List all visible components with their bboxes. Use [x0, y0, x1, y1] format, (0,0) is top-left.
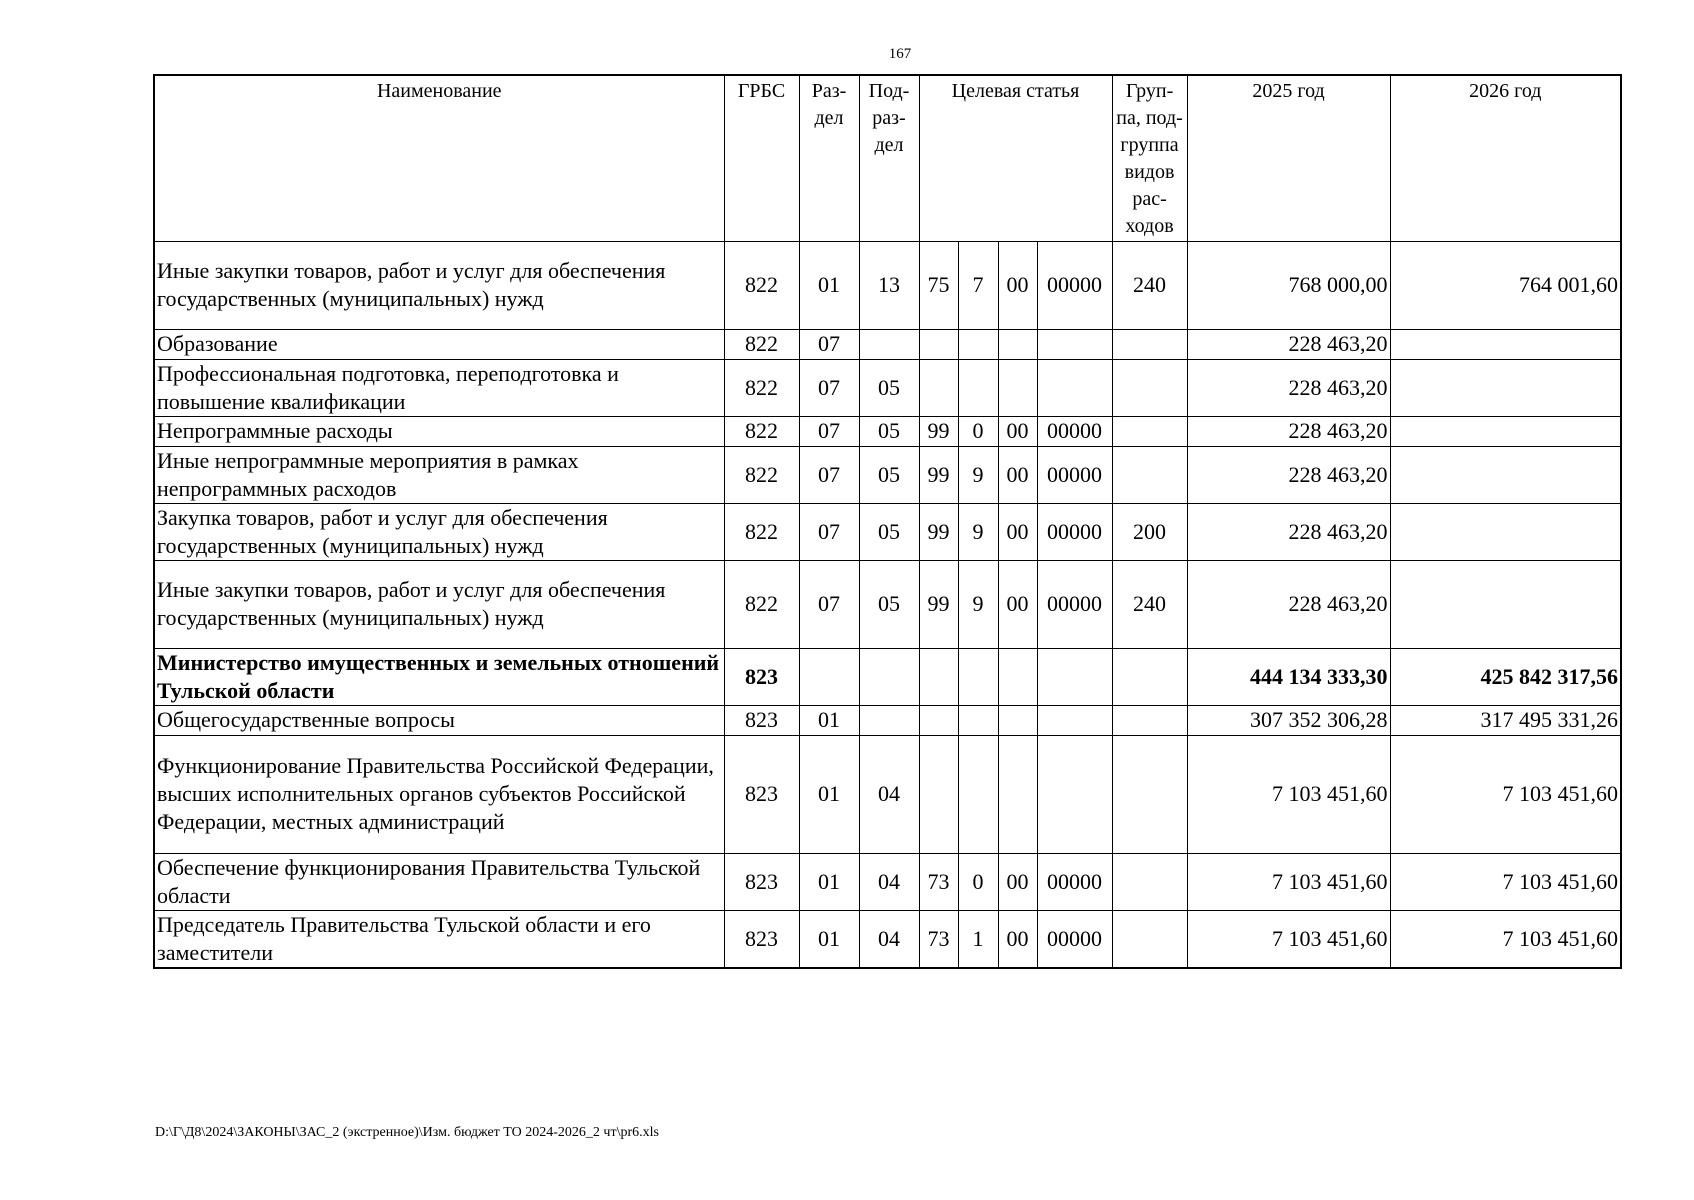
row-target-direction	[998, 735, 1037, 853]
table-row	[154, 560, 1621, 648]
row-target-code: 00000	[1037, 416, 1112, 446]
row-razdel: 07	[799, 560, 859, 648]
row-grbs: 822	[724, 446, 799, 503]
row-name: Непрограммные расходы	[154, 416, 724, 446]
row-expense-group	[1112, 910, 1187, 968]
header-2025: 2025 год	[1187, 75, 1390, 241]
row-target-program: 73	[919, 853, 958, 910]
row-podrazdel: 04	[859, 735, 919, 853]
row-grbs: 823	[724, 735, 799, 853]
row-target-code: 00000	[1037, 241, 1112, 329]
row-target-subprogram: 9	[958, 446, 998, 503]
row-podrazdel: 05	[859, 446, 919, 503]
row-amount-2025: 228 463,20	[1187, 416, 1390, 446]
table-row	[154, 735, 1621, 853]
row-target-code: 00000	[1037, 853, 1112, 910]
row-target-program: 99	[919, 416, 958, 446]
row-target-program: 73	[919, 910, 958, 968]
row-podrazdel: 04	[859, 910, 919, 968]
row-grbs: 822	[724, 503, 799, 560]
row-target-direction: 00	[998, 560, 1037, 648]
table-row	[154, 648, 1621, 705]
row-razdel: 01	[799, 705, 859, 735]
row-podrazdel: 05	[859, 560, 919, 648]
row-grbs: 823	[724, 853, 799, 910]
row-amount-2025: 228 463,20	[1187, 359, 1390, 416]
row-target-code: 00000	[1037, 560, 1112, 648]
row-amount-2026: 317 495 331,26	[1390, 705, 1621, 735]
row-razdel	[799, 648, 859, 705]
row-amount-2025: 228 463,20	[1187, 446, 1390, 503]
row-expense-group: 240	[1112, 560, 1187, 648]
row-target-subprogram: 7	[958, 241, 998, 329]
row-grbs: 822	[724, 329, 799, 359]
row-expense-group	[1112, 705, 1187, 735]
row-name: Иные закупки товаров, работ и услуг для обеспечения государственных (муниципальных) нужд	[154, 241, 724, 329]
row-target-code	[1037, 735, 1112, 853]
row-amount-2026: 7 103 451,60	[1390, 910, 1621, 968]
row-razdel: 07	[799, 416, 859, 446]
row-name: Иные непрограммные мероприятия в рамках непрограммных расходов	[154, 446, 724, 503]
row-grbs: 822	[724, 560, 799, 648]
row-amount-2026: 425 842 317,56	[1390, 648, 1621, 705]
row-target-program: 99	[919, 503, 958, 560]
row-target-code: 00000	[1037, 503, 1112, 560]
row-target-direction: 00	[998, 416, 1037, 446]
row-target-subprogram: 0	[958, 416, 998, 446]
row-amount-2026	[1390, 359, 1621, 416]
row-razdel: 01	[799, 853, 859, 910]
row-podrazdel	[859, 705, 919, 735]
row-amount-2026	[1390, 446, 1621, 503]
row-target-program	[919, 735, 958, 853]
row-target-code	[1037, 359, 1112, 416]
table-row	[154, 416, 1621, 446]
row-name: Функционирование Правительства Российской Федерации, высших исполнительных органов субъектов Российской Федерации, местных администраций	[154, 735, 724, 853]
row-razdel: 07	[799, 503, 859, 560]
row-target-subprogram	[958, 705, 998, 735]
row-target-program	[919, 705, 958, 735]
row-target-program: 99	[919, 560, 958, 648]
header-row	[154, 75, 1621, 241]
row-name: Профессиональная подготовка, переподготовка и повышение квалификации	[154, 359, 724, 416]
row-name: Закупка товаров, работ и услуг для обеспечения государственных (муниципальных) нужд	[154, 503, 724, 560]
row-razdel: 07	[799, 359, 859, 416]
table-row	[154, 853, 1621, 910]
row-podrazdel: 04	[859, 853, 919, 910]
table-body	[154, 241, 1621, 968]
row-amount-2025: 7 103 451,60	[1187, 910, 1390, 968]
row-expense-group: 200	[1112, 503, 1187, 560]
row-amount-2026	[1390, 560, 1621, 648]
row-expense-group	[1112, 416, 1187, 446]
row-amount-2025: 768 000,00	[1187, 241, 1390, 329]
row-target-subprogram: 9	[958, 560, 998, 648]
row-razdel: 07	[799, 446, 859, 503]
row-amount-2026: 7 103 451,60	[1390, 735, 1621, 853]
row-target-subprogram	[958, 648, 998, 705]
table-row	[154, 329, 1621, 359]
row-expense-group: 240	[1112, 241, 1187, 329]
row-name: Министерство имущественных и земельных отношений Тульской области	[154, 648, 724, 705]
row-target-direction	[998, 329, 1037, 359]
header-2026: 2026 год	[1390, 75, 1621, 241]
table-row	[154, 705, 1621, 735]
row-name: Образование	[154, 329, 724, 359]
row-target-direction	[998, 648, 1037, 705]
row-target-subprogram	[958, 329, 998, 359]
row-target-direction	[998, 359, 1037, 416]
row-expense-group	[1112, 359, 1187, 416]
row-amount-2025: 228 463,20	[1187, 560, 1390, 648]
header-grbs: ГРБС	[724, 75, 799, 241]
row-grbs: 823	[724, 910, 799, 968]
row-expense-group	[1112, 446, 1187, 503]
header-razdel: Раз- дел	[799, 75, 859, 241]
header-podrazdel: Под- раз- дел	[859, 75, 919, 241]
row-target-code	[1037, 705, 1112, 735]
file-path-footer: D:\Г\Д8\2024\ЗАКОНЫ\ЗАС_2 (экстренное)\Изм. бюджет ТО 2024-2026_2 чт\pr6.xls	[155, 1125, 659, 1140]
row-target-code: 00000	[1037, 446, 1112, 503]
row-expense-group	[1112, 648, 1187, 705]
row-podrazdel: 05	[859, 416, 919, 446]
row-razdel: 01	[799, 910, 859, 968]
row-target-subprogram	[958, 735, 998, 853]
row-target-subprogram: 0	[958, 853, 998, 910]
table-row	[154, 241, 1621, 329]
row-target-direction: 00	[998, 503, 1037, 560]
row-target-subprogram	[958, 359, 998, 416]
row-podrazdel	[859, 329, 919, 359]
row-target-direction: 00	[998, 853, 1037, 910]
row-target-direction: 00	[998, 241, 1037, 329]
row-amount-2025: 228 463,20	[1187, 329, 1390, 359]
row-target-subprogram: 9	[958, 503, 998, 560]
row-target-program	[919, 329, 958, 359]
row-grbs: 822	[724, 241, 799, 329]
table-row	[154, 359, 1621, 416]
row-target-direction: 00	[998, 910, 1037, 968]
row-expense-group	[1112, 329, 1187, 359]
table-row	[154, 503, 1621, 560]
header-name: Наименование	[154, 75, 724, 241]
row-target-program	[919, 359, 958, 416]
row-target-program: 99	[919, 446, 958, 503]
table-row	[154, 910, 1621, 968]
row-target-subprogram: 1	[958, 910, 998, 968]
row-amount-2025: 307 352 306,28	[1187, 705, 1390, 735]
row-target-code	[1037, 329, 1112, 359]
row-amount-2026: 7 103 451,60	[1390, 853, 1621, 910]
row-amount-2025: 7 103 451,60	[1187, 853, 1390, 910]
row-amount-2025: 444 134 333,30	[1187, 648, 1390, 705]
row-target-program	[919, 648, 958, 705]
row-target-program: 75	[919, 241, 958, 329]
row-podrazdel: 05	[859, 359, 919, 416]
row-amount-2025: 228 463,20	[1187, 503, 1390, 560]
row-target-direction: 00	[998, 446, 1037, 503]
row-amount-2026	[1390, 416, 1621, 446]
row-razdel: 07	[799, 329, 859, 359]
page-number: 167	[888, 46, 912, 62]
row-target-direction	[998, 705, 1037, 735]
row-expense-group	[1112, 735, 1187, 853]
row-amount-2026	[1390, 329, 1621, 359]
row-razdel: 01	[799, 241, 859, 329]
table-row	[154, 446, 1621, 503]
budget-table	[153, 74, 1622, 969]
row-amount-2026: 764 001,60	[1390, 241, 1621, 329]
row-name: Председатель Правительства Тульской области и его заместители	[154, 910, 724, 968]
row-podrazdel	[859, 648, 919, 705]
row-amount-2026	[1390, 503, 1621, 560]
row-grbs: 823	[724, 648, 799, 705]
header-target: Целевая статья	[919, 75, 1112, 241]
row-grbs: 822	[724, 416, 799, 446]
row-grbs: 822	[724, 359, 799, 416]
row-razdel: 01	[799, 735, 859, 853]
row-name: Обеспечение функционирования Правительства Тульской области	[154, 853, 724, 910]
row-podrazdel: 05	[859, 503, 919, 560]
header-group: Груп- па, под- группа видов рас- ходов	[1112, 75, 1187, 241]
row-name: Иные закупки товаров, работ и услуг для обеспечения государственных (муниципальных) нужд	[154, 560, 724, 648]
row-grbs: 823	[724, 705, 799, 735]
row-podrazdel: 13	[859, 241, 919, 329]
row-target-code	[1037, 648, 1112, 705]
row-name: Общегосударственные вопросы	[154, 705, 724, 735]
row-expense-group	[1112, 853, 1187, 910]
row-amount-2025: 7 103 451,60	[1187, 735, 1390, 853]
row-target-code: 00000	[1037, 910, 1112, 968]
